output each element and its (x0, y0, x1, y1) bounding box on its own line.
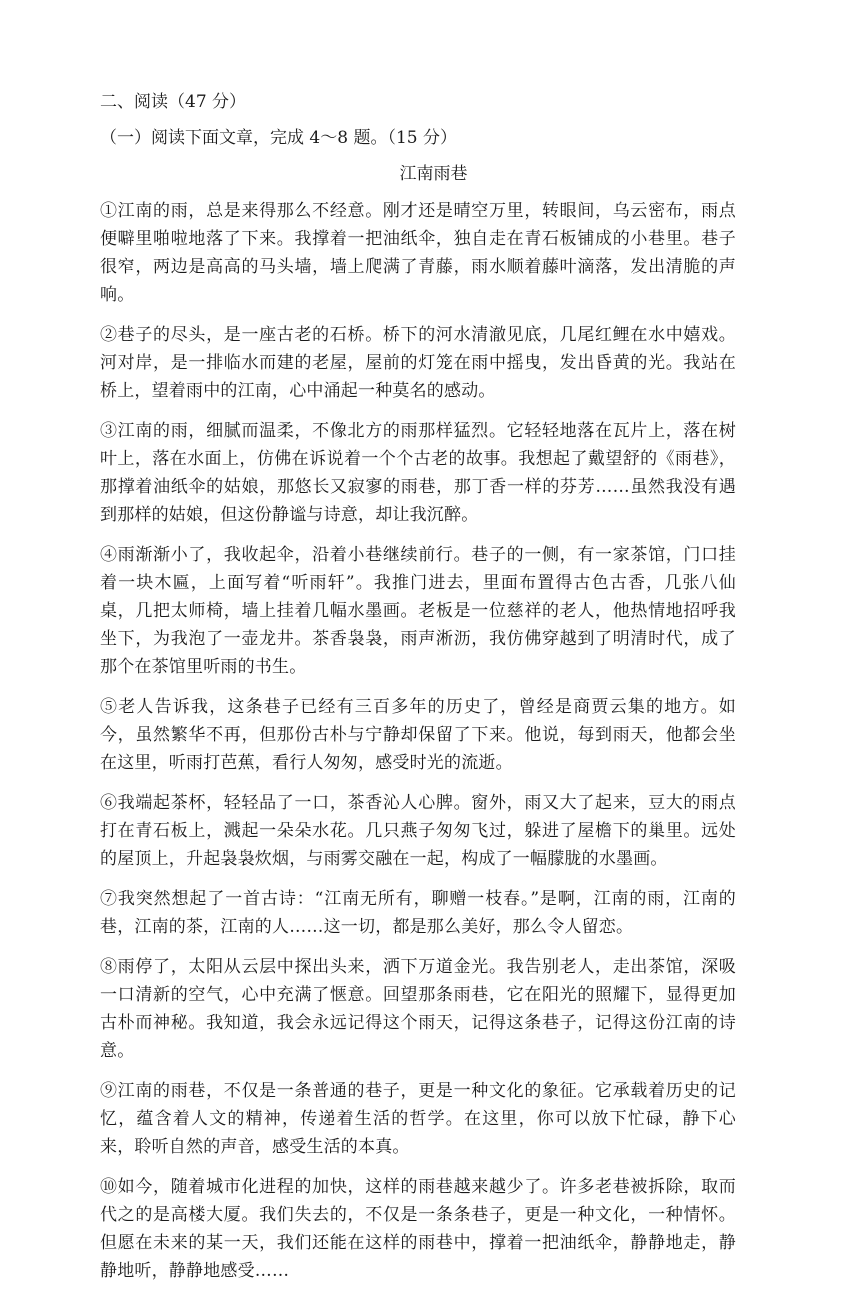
paragraph-5: ⑤老人告诉我，这条巷子已经有三百多年的历史了，曾经是商贾云集的地方。如今，虽然繁华不再，但那份古朴与宁静却保留了下来。他说，每到雨天，他都会坐在这里，听雨打芭蕉，看行人匆匆，感受时光的流逝。 (100, 697, 736, 773)
question-instruction: （一）阅读下面文章，完成 4～8 题。（15 分） (100, 128, 457, 148)
paragraph-9: ⑨江南的雨巷，不仅是一条普通的巷子，更是一种文化的象征。它承载着历史的记忆，蕴含着人文的精神，传递着生活的哲学。在这里，你可以放下忙碌，静下心来，聆听自然的声音，感受生活的本真。 (100, 1081, 736, 1157)
paragraph-2: ②巷子的尽头，是一座古老的石桥。桥下的河水清澈见底，几尾红鲤在水中嬉戏。河对岸，是一排临水而建的老屋，屋前的灯笼在雨中摇曳，发出昏黄的光。我站在桥上，望着雨中的江南，心中涌起一种莫名的感动。 (100, 325, 736, 401)
article-title: 江南雨巷 (399, 164, 468, 184)
paragraph-4: ④雨渐渐小了，我收起伞，沿着小巷继续前行。巷子的一侧，有一家茶馆，门口挂着一块木匾，上面写着“听雨轩”。我推门进去，里面布置得古色古香，几张八仙桌，几把太师椅，墙上挂着几幅水墨画。老板是一位慈祥的老人，他热情地招呼我坐下，为我泡了一壶龙井。茶香袅袅，雨声淅沥，我仿佛穿越到了明清时代，成了那个在茶馆里听雨的书生。 (100, 545, 736, 677)
paragraph-3: ③江南的雨，细腻而温柔，不像北方的雨那样猛烈。它轻轻地落在瓦片上，落在树叶上，落在水面上，仿佛在诉说着一个个古老的故事。我想起了戴望舒的《雨巷》，那撑着油纸伞的姑娘，那悠长又寂寥的雨巷，那丁香一样的芬芳……虽然我没有遇到那样的姑娘，但这份静谧与诗意，却让我沉醉。 (100, 421, 736, 525)
paragraph-10: ⑩如今，随着城市化进程的加快，这样的雨巷越来越少了。许多老巷被拆除，取而代之的是高楼大厦。我们失去的，不仅是一条条巷子，更是一种文化，一种情怀。但愿在未来的某一天，我们还能在这样的雨巷中，撑着一把油纸伞，静静地走，静静地听，静静地感受…… (100, 1177, 736, 1281)
article-body (100, 197, 736, 1297)
paragraph-8: ⑧雨停了，太阳从云层中探出头来，洒下万道金光。我告别老人，走出茶馆，深吸一口清新的空气，心中充满了惬意。回望那条雨巷，它在阳光的照耀下，显得更加古朴而神秘。我知道，我会永远记得这个雨天，记得这条巷子，记得这份江南的诗意。 (100, 957, 736, 1061)
section-title: 二、阅读（47 分） (100, 92, 247, 112)
paragraph-6: ⑥我端起茶杯，轻轻品了一口，茶香沁人心脾。窗外，雨又大了起来，豆大的雨点打在青石板上，溅起一朵朵水花。几只燕子匆匆飞过，躲进了屋檐下的巢里。远处的屋顶上，升起袅袅炊烟，与雨雾交融在一起，构成了一幅朦胧的水墨画。 (100, 793, 736, 869)
paragraph-1: ①江南的雨，总是来得那么不经意。刚才还是晴空万里，转眼间，乌云密布，雨点便噼里啪啦地落了下来。我撑着一把油纸伞，独自走在青石板铺成的小巷里。巷子很窄，两边是高高的马头墙，墙上爬满了青藤，雨水顺着藤叶滴落，发出清脆的声响。 (100, 201, 736, 305)
paragraph-7: ⑦我突然想起了一首古诗：“江南无所有，聊赠一枝春。”是啊，江南的雨，江南的巷，江南的茶，江南的人……这一切，都是那么美好，那么令人留恋。 (100, 889, 736, 937)
